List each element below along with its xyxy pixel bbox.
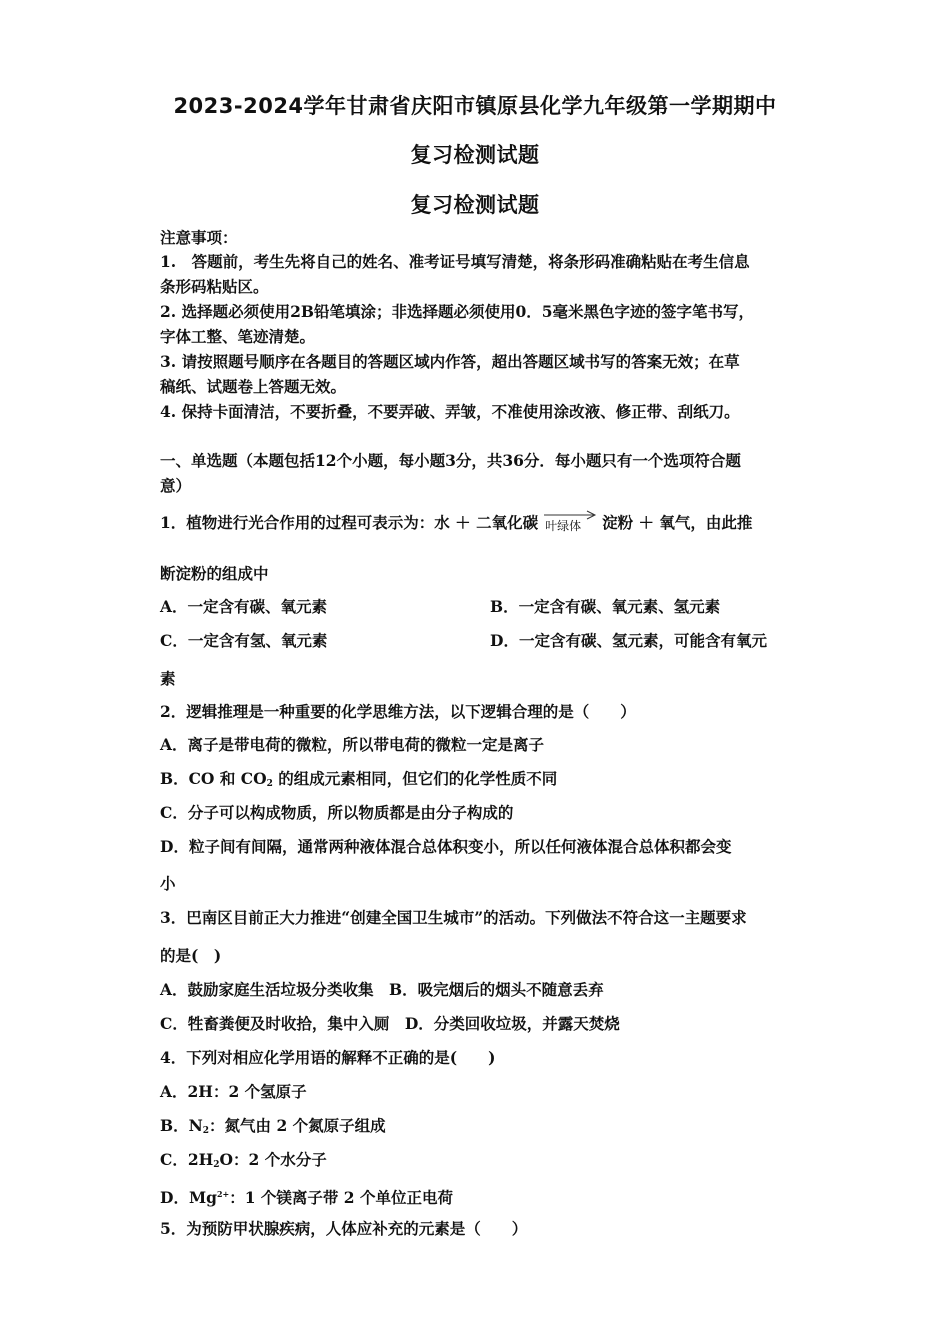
notice-item-3-cont: 稿纸、试题卷上答题无效。 <box>160 377 347 396</box>
q4-option-d-sup: 2+ <box>216 1189 230 1199</box>
q5-stem: 5．为预防甲状腺疾病，人体应补充的元素是（ ） <box>160 1219 528 1238</box>
q1-stem-before: 1．植物进行光合作用的过程可表示为：水 ＋ 二氧化碳 <box>160 513 539 532</box>
q4-option-c-sub: 2 <box>213 1160 220 1170</box>
notice-item-1: 1. 答题前，考生先将自己的姓名、准考证号填写清楚，将条形码准确粘贴在考生信息 <box>160 252 750 271</box>
q1-options-row1 <box>160 597 800 617</box>
reaction-arrow <box>542 514 598 534</box>
section-heading-cont: 意） <box>160 476 192 495</box>
exam-title-line3: 复习检测试题 <box>410 193 540 217</box>
exam-title-line2: 复习检测试题 <box>410 143 540 167</box>
section-heading: 一、单选题（本题包括12个小题，每小题3分，共36分．每小题只有一个选项符合题 <box>160 451 741 470</box>
q4-option-d <box>160 1184 800 1208</box>
q4-option-c-post: O：2 个水分子 <box>219 1150 327 1169</box>
q2-option-b-pre: B．CO 和 CO <box>160 769 267 788</box>
q4-option-c-pre: C．2H <box>160 1150 214 1169</box>
q4-option-d-pre: D．Mg <box>160 1188 217 1207</box>
notice-item-3: 3. 请按照题号顺序在各题目的答题区域内作答，超出答题区域书写的答案无效；在草 <box>160 352 740 371</box>
q1-stem <box>160 513 800 534</box>
q2-stem: 2．逻辑推理是一种重要的化学思维方法，以下逻辑合理的是（ ） <box>160 702 636 721</box>
notice-heading: 注意事项： <box>160 228 238 247</box>
q1-option-d-cont: 素 <box>160 669 176 688</box>
q1-option-b: B．一定含有碳、氧元素、氢元素 <box>490 597 721 616</box>
q2-option-b <box>160 769 800 794</box>
q3-stem: 3．巴南区目前正大力推进“创建全国卫生城市”的活动。下列做法不符合这一主题要求 <box>160 908 747 927</box>
q4-stem: 4．下列对相应化学用语的解释不正确的是( ) <box>160 1048 496 1067</box>
q2-option-c: C．分子可以构成物质，所以物质都是由分子构成的 <box>160 803 514 822</box>
q1-stem-after: 淀粉 ＋ 氧气，由此推 <box>602 513 753 532</box>
q4-option-c <box>160 1150 800 1175</box>
q1-option-d: D．一定含有碳、氢元素，可能含有氧元 <box>490 631 767 650</box>
q2-option-b-post: 的组成元素相同，但它们的化学性质不同 <box>272 769 558 788</box>
notice-item-2: 2. 选择题必须使用2B铅笔填涂；非选择题必须使用0．5毫米黑色字迹的签字笔书写， <box>160 302 755 321</box>
q4-option-b-pre: B．N <box>160 1116 203 1135</box>
q2-option-d-cont: 小 <box>160 874 176 893</box>
q3-options-ab: A．鼓励家庭生活垃圾分类收集 B．吸完烟后的烟头不随意丢弃 <box>160 980 604 999</box>
q3-options-cd: C．牲畜粪便及时收拾，集中入厕 D．分类回收垃圾，并露天焚烧 <box>160 1014 620 1033</box>
q1-option-c: C．一定含有氢、氧元素 <box>160 631 328 650</box>
q2-option-a: A．离子是带电荷的微粒，所以带电荷的微粒一定是离子 <box>160 735 545 754</box>
q1-options-row2 <box>160 631 800 651</box>
notice-item-4: 4. 保持卡面清洁，不要折叠，不要弄破、弄皱，不准使用涂改液、修正带、刮纸刀。 <box>160 402 740 421</box>
arrow-label: 叶绿体 <box>545 519 582 533</box>
exam-title-line1: 2023-2024学年甘肃省庆阳市镇原县化学九年级第一学期期中 <box>173 94 777 118</box>
q4-option-d-post: ：1 个镁离子带 2 个单位正电荷 <box>229 1188 453 1207</box>
notice-item-2-cont: 字体工整、笔迹清楚。 <box>160 327 316 346</box>
q4-option-a: A．2H：2 个氢原子 <box>160 1082 307 1101</box>
q4-option-b-sub: 2 <box>202 1126 210 1136</box>
q4-option-b-post: ：氮气由 2 个氮原子组成 <box>209 1116 386 1135</box>
q1-option-a: A．一定含有碳、氧元素 <box>160 597 328 616</box>
q3-stem-line2: 的是( ) <box>160 946 222 965</box>
q2-option-b-sub: 2 <box>266 779 273 789</box>
notice-item-1-cont: 条形码粘贴区。 <box>160 277 269 296</box>
q2-option-d: D．粒子间有间隔，通常两种液体混合总体积变小，所以任何液体混合总体积都会变 <box>160 837 732 856</box>
q4-option-b <box>160 1116 800 1141</box>
q1-stem-line2: 断淀粉的组成中 <box>160 564 269 583</box>
